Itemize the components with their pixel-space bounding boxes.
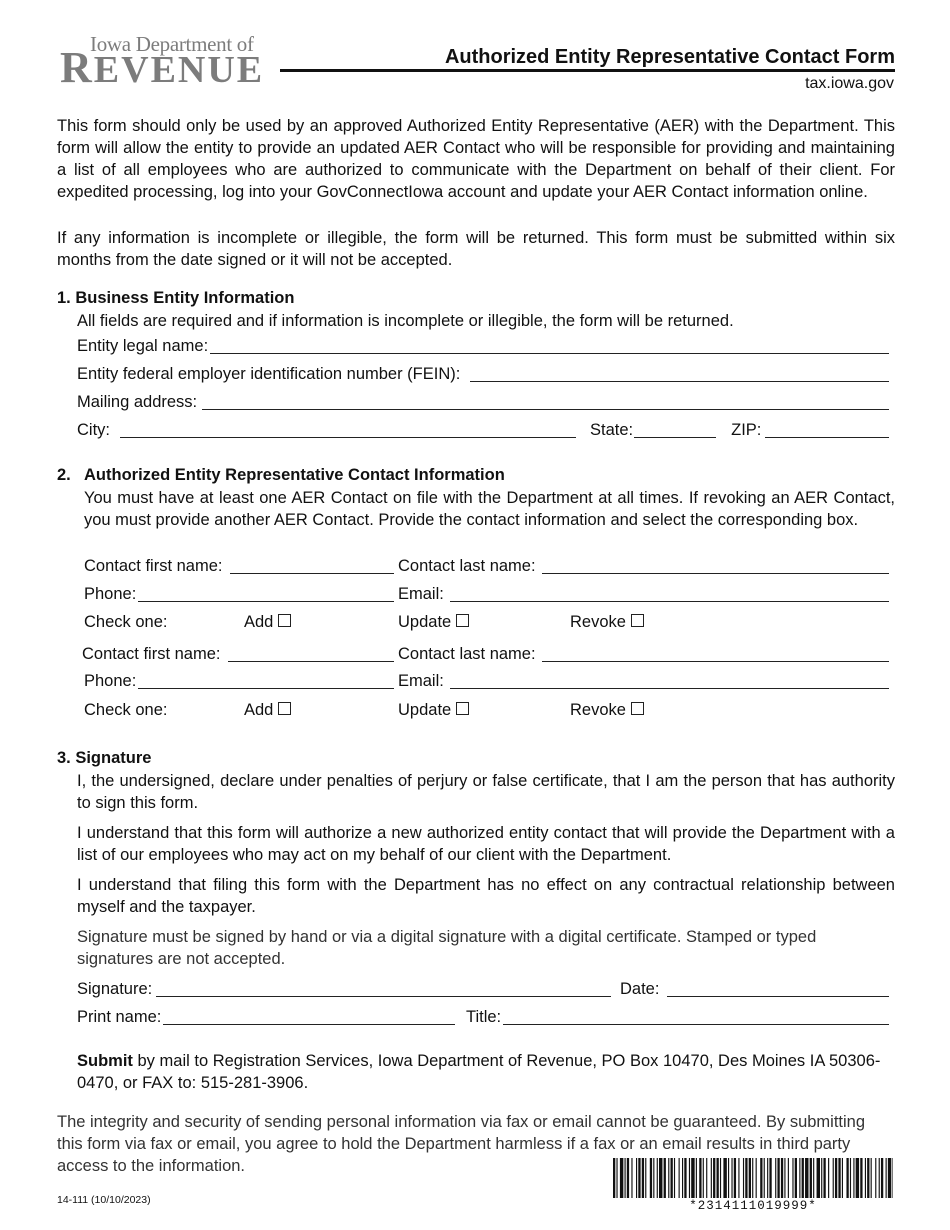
city-state-zip-row (77, 420, 889, 440)
submit-text: by mail to Registration Services, Iowa Department of Revenue, PO Box 10470, Des Moines IA 50306-0470, or FAX to: 515-281-3906. (77, 1052, 881, 1092)
zip-field[interactable] (765, 422, 889, 438)
fax-email-disclaimer: The integrity and security of sending personal information via fax or email cannot be guaranteed. By submitting this form via fax or email, you agree to hold the Department harmless if a fax or an email results in third party access to the information. (57, 1113, 866, 1175)
city-label: City: (77, 421, 110, 439)
city-field[interactable] (120, 422, 576, 438)
barcode-bar (745, 1158, 747, 1198)
intro-paragraph-1: This form should only be used by an approved Authorized Entity Representative (AER) with the Department. This form will allow the entity to provide an updated AER Contact who will be responsible for providing and maintaining a list of all employees who are authorized to communicate with the Department on behalf of their client. For expedited processing, log into your GovConnectIowa account and update your AER Contact information online. (57, 117, 895, 201)
contact-2-first-name-label: Contact first name: (82, 645, 221, 663)
barcode-bar (810, 1158, 812, 1198)
contact-2-update-checkbox[interactable] (456, 702, 469, 715)
contact-2-revoke-option[interactable] (570, 701, 644, 720)
barcode-bar (627, 1158, 629, 1198)
fein-row (77, 364, 889, 384)
barcode-bar (749, 1158, 751, 1198)
barcode-bar (756, 1158, 757, 1198)
barcode-bar (865, 1158, 866, 1198)
barcode-bar (625, 1158, 626, 1198)
barcode-bar (823, 1158, 825, 1198)
state-field[interactable] (634, 422, 716, 438)
barcode-bar (835, 1158, 837, 1198)
barcode-bar (671, 1158, 673, 1198)
barcode-bar (799, 1158, 800, 1198)
barcode-bar (691, 1158, 694, 1198)
barcode-bar (720, 1158, 721, 1198)
barcode-bar (892, 1158, 893, 1198)
section-1-note: All fields are required and if information is incomplete or illegible, the form will be returned. (77, 312, 734, 330)
barcode-bar (879, 1158, 880, 1198)
barcode-bar (657, 1158, 658, 1198)
contact-2-add-checkbox[interactable] (278, 702, 291, 715)
barcode-bar (867, 1158, 869, 1198)
contact-1-first-name-label: Contact first name: (84, 557, 223, 575)
contact-2-revoke-checkbox[interactable] (631, 702, 644, 715)
contact-1-phone-row (84, 584, 394, 604)
barcode-bar (871, 1158, 872, 1198)
contact-1-revoke-checkbox[interactable] (631, 614, 644, 627)
contact-1-revoke-label: Revoke (570, 613, 626, 631)
contact-1-add-option[interactable] (244, 613, 291, 632)
contractual-statement: I understand that filing this form with the Department has no effect on any contractual relationship between myself and the taxpayer. (77, 876, 895, 916)
header-rule (280, 69, 895, 72)
barcode-bar (738, 1158, 739, 1198)
barcode-bar (838, 1158, 840, 1198)
contact-2-phone-row (84, 671, 394, 691)
mailing-address-field[interactable] (202, 394, 889, 410)
barcode-bar (833, 1158, 834, 1198)
contact-1-add-checkbox[interactable] (278, 614, 291, 627)
contact-1-phone-field[interactable] (138, 586, 394, 602)
title-field[interactable] (503, 1009, 889, 1025)
page-title: Authorized Entity Representative Contact Form (444, 46, 895, 68)
fein-field[interactable] (470, 366, 889, 382)
authorization-statement: I understand that this form will authorize a new authorized entity contact that will provide the Department with a list of our employees who may act on my behalf of our client with the Department. (77, 824, 895, 864)
contact-1-last-name-label: Contact last name: (398, 557, 536, 575)
barcode-bar (696, 1158, 697, 1198)
section-2-note: You must have at least one AER Contact on file with the Department at all times. If revoking an AER Contact, you must provide another AER Contact. Provide the contact information and select the corresponding box. (84, 489, 895, 529)
title-row (466, 1007, 889, 1027)
print-name-row (77, 1007, 455, 1027)
barcode-bar (743, 1158, 744, 1198)
barcode-bar (734, 1158, 736, 1198)
form-number: 14-111 (10/10/2023) (57, 1194, 151, 1206)
intro-paragraph-2: If any information is incomplete or illegible, the form will be returned. This form must be submitted within six months from the date signed or it will not be accepted. (57, 229, 895, 269)
logo-first-letter: R (60, 43, 94, 92)
fein-label: Entity federal employer identification number (FEIN): (77, 365, 461, 383)
logo-agency-line: Iowa Department of (90, 32, 254, 56)
barcode (613, 1158, 893, 1198)
barcode-bar (767, 1158, 768, 1198)
contact-2-email-row (398, 671, 889, 691)
barcode-bar (850, 1158, 851, 1198)
contact-1-update-checkbox[interactable] (456, 614, 469, 627)
section-2-heading: Authorized Entity Representative Contact Information (84, 466, 505, 484)
barcode-bar (853, 1158, 854, 1198)
entity-legal-name-row (77, 336, 889, 356)
barcode-bar (723, 1158, 726, 1198)
barcode-bar (881, 1158, 883, 1198)
contact-2-email-field[interactable] (450, 673, 889, 689)
barcode-bar (717, 1158, 719, 1198)
contact-2-add-option[interactable] (244, 701, 291, 720)
signature-row (77, 979, 611, 999)
submit-bold: Submit (77, 1052, 133, 1070)
barcode-bar (713, 1158, 715, 1198)
barcode-bar (664, 1158, 666, 1198)
contact-1-add-label: Add (244, 613, 274, 631)
entity-legal-name-field[interactable] (210, 338, 889, 354)
date-field[interactable] (667, 981, 889, 997)
barcode-bar (659, 1158, 662, 1198)
barcode-bar (668, 1158, 669, 1198)
contact-2-update-label: Update (398, 701, 452, 719)
barcode-bar (638, 1158, 640, 1198)
barcode-bar (631, 1158, 632, 1198)
contact-2-first-name-row (82, 644, 394, 664)
barcode-bar (813, 1158, 814, 1198)
contact-2-email-label: Email: (398, 672, 444, 690)
signature-field[interactable] (156, 981, 611, 997)
contact-2-phone-label: Phone: (84, 672, 137, 690)
contact-1-email-field[interactable] (450, 586, 889, 602)
barcode-bar (828, 1158, 829, 1198)
barcode-bar (731, 1158, 732, 1198)
barcode-bar (777, 1158, 779, 1198)
contact-2-last-name-field[interactable] (542, 646, 889, 662)
barcode-bar (769, 1158, 771, 1198)
barcode-bar (636, 1158, 637, 1198)
signature-label: Signature: (77, 980, 153, 998)
section-2-number: 2. (57, 466, 71, 484)
title-label: Title: (466, 1008, 502, 1026)
section-1-heading: 1. Business Entity Information (57, 289, 295, 307)
contact-2-check-one-label: Check one: (84, 701, 168, 719)
barcode-bar (684, 1158, 686, 1198)
submit-instructions (77, 1050, 895, 1094)
barcode-bar (875, 1158, 876, 1198)
contact-1-last-name-row (398, 556, 889, 576)
contact-1-email-label: Email: (398, 585, 444, 603)
barcode-bar (613, 1158, 615, 1198)
barcode-bar (642, 1158, 644, 1198)
barcode-bar (886, 1158, 887, 1198)
barcode-bar (805, 1158, 808, 1198)
contact-1-last-name-field[interactable] (542, 558, 889, 574)
barcode-bar (888, 1158, 891, 1198)
contact-2-last-name-row (398, 644, 889, 664)
barcode-bar (860, 1158, 862, 1198)
barcode-bar (703, 1158, 704, 1198)
barcode-bar (842, 1158, 843, 1198)
barcode-bar (699, 1158, 701, 1198)
print-name-label: Print name: (77, 1008, 162, 1026)
barcode-bar (620, 1158, 623, 1198)
barcode-bar (689, 1158, 690, 1198)
barcode-bar (788, 1158, 789, 1198)
date-row (620, 979, 889, 999)
barcode-bar (856, 1158, 859, 1198)
state-label: State: (590, 421, 634, 439)
contact-2-add-label: Add (244, 701, 274, 719)
barcode-bar (711, 1158, 712, 1198)
mailing-address-label: Mailing address: (77, 393, 198, 411)
barcode-bar (764, 1158, 765, 1198)
signature-declaration: I, the undersigned, declare under penalties of perjury or false certificate, that I am the person that has authority to sign this form. (77, 772, 895, 812)
barcode-bar (821, 1158, 822, 1198)
barcode-bar (706, 1158, 707, 1198)
contact-1-first-name-field[interactable] (230, 558, 394, 574)
contact-2-revoke-label: Revoke (570, 701, 626, 719)
barcode-bar (781, 1158, 783, 1198)
entity-legal-name-label: Entity legal name: (77, 337, 209, 355)
contact-1-check-one-label: Check one: (84, 613, 168, 631)
zip-label: ZIP: (731, 421, 762, 439)
contact-1-email-row (398, 584, 889, 604)
barcode-bar (653, 1158, 654, 1198)
contact-2-first-name-field[interactable] (228, 646, 394, 662)
barcode-bar (752, 1158, 753, 1198)
barcode-bar (784, 1158, 785, 1198)
contact-2-last-name-label: Contact last name: (398, 645, 536, 663)
contact-1-first-name-row (84, 556, 394, 576)
barcode-bar (802, 1158, 804, 1198)
logo-rest-letters: EVENUE (93, 49, 265, 91)
contact-2-update-option[interactable] (398, 701, 469, 720)
barcode-bar (792, 1158, 793, 1198)
contact-1-update-option[interactable] (398, 613, 469, 632)
contact-2-phone-field[interactable] (138, 673, 394, 689)
mailing-address-row (77, 392, 889, 412)
barcode-bar (674, 1158, 675, 1198)
barcode-bar (846, 1158, 848, 1198)
barcode-bar (760, 1158, 762, 1198)
contact-1-phone-label: Phone: (84, 585, 137, 603)
barcode-bar (616, 1158, 617, 1198)
barcode-bar (679, 1158, 680, 1198)
barcode-bar (650, 1158, 652, 1198)
barcode-bar (682, 1158, 683, 1198)
barcode-bar (795, 1158, 797, 1198)
barcode-bar (817, 1158, 820, 1198)
website-link[interactable]: tax.iowa.gov (805, 75, 894, 92)
date-label: Date: (620, 980, 660, 998)
contact-1-update-label: Update (398, 613, 452, 631)
signature-requirements: Signature must be signed by hand or via a digital signature with a digital certificate. Stamped or typed signatures are not accepted. (77, 928, 817, 968)
contact-1-revoke-option[interactable] (570, 613, 644, 632)
barcode-bar (775, 1158, 776, 1198)
barcode-number: *2314111019999* (689, 1199, 817, 1213)
section-3-heading: 3. Signature (57, 749, 152, 767)
barcode-bar (645, 1158, 646, 1198)
barcode-bar (728, 1158, 729, 1198)
print-name-field[interactable] (163, 1009, 455, 1025)
